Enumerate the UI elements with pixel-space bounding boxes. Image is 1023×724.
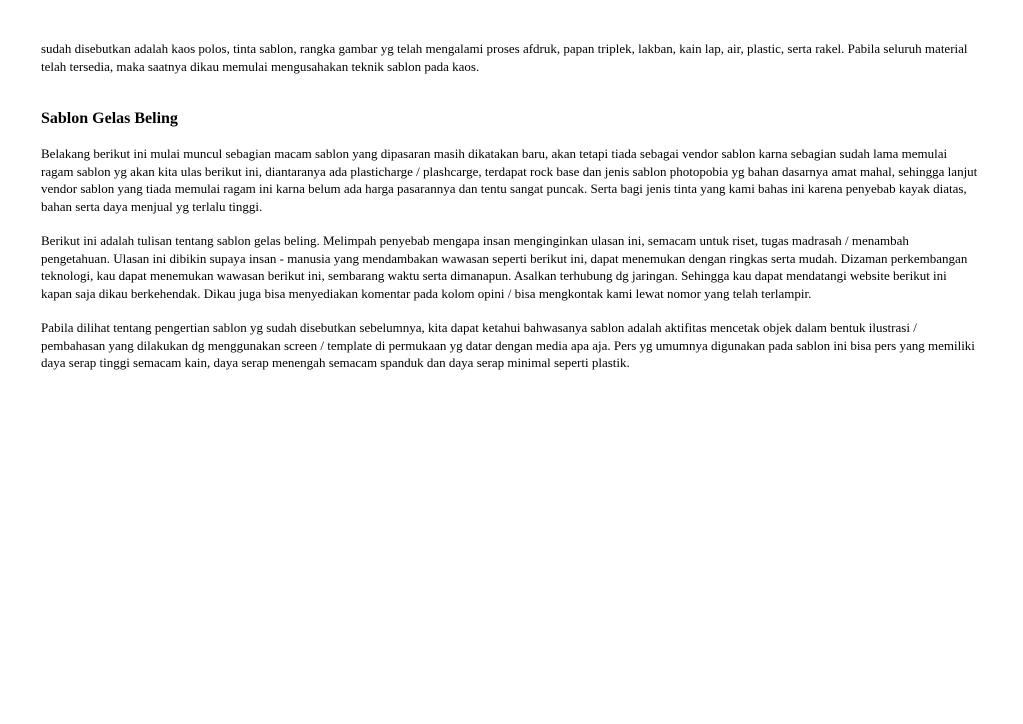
body-paragraph-2: Berikut ini adalah tulisan tentang sablon gelas beling. Melimpah penyebab mengapa insan menginginkan ulasan ini, semacam untuk riset, tugas madrasah / menambah pengetahuan. Ulasan ini dibikin supaya insan - manusia yang mendambakan wawasan seperti berikut ini, dapat menemukan dengan ringkas serta mudah. Dizaman perkembangan teknologi, kau dapat menemukan wawasan berikut ini, sembarang waktu serta dimanapun. Asalkan terhubung dg jaringan. Sehingga kau dapat mendatangi website berikut ini kapan saja dikau berkehendak. Dikau juga bisa menyediakan komentar pada kolom opini / bisa mengkontak kami lewat nomor yang telah terlampir. — [41, 233, 968, 301]
document-page — [41, 40, 981, 372]
intro-paragraph: sudah disebutkan adalah kaos polos, tinta sablon, rangka gambar yg telah mengalami proses afdruk, papan triplek, lakban, kain lap, air, plastic, serta rakel. Pabila seluruh material telah tersedia, maka saatnya dikau memulai mengusahakan teknik sablon pada kaos. — [41, 41, 968, 74]
body-paragraph-3: Pabila dilihat tentang pengertian sablon yg sudah disebutkan sebelumnya, kita dapat ketahui bahwasanya sablon adalah aktifitas mencetak objek dalam bentuk ilustrasi / pembahasan yang dilakukan dg menggunakan screen / template di permukaan yg datar dengan media apa aja. Pers yg umumnya digunakan pada sablon ini bisa pers yang memiliki daya serap tinggi semacam kain, daya serap menengah semacam spanduk dan daya serap minimal seperti plastik. — [41, 320, 975, 370]
section-heading: Sablon Gelas Beling — [41, 110, 178, 127]
body-paragraph-1: Belakang berikut ini mulai muncul sebagian macam sablon yang dipasaran masih dikatakan baru, akan tetapi tiada sebagai vendor sablon karna sebagian sudah lama memulai ragam sablon yg akan kita ulas berikut ini, diantaranya ada plasticharge / plashcarge, terdapat rock base dan jenis sablon photopobia yg bahan dasarnya amat mahal, sehingga lanjut vendor sablon yang tiada memulai ragam ini karna belum ada harga pasarannya dan tentu sangat puncak. Serta bagi jenis tinta yang kami bahas ini karena penyebab kayak diatas, bahan serta daya menjual yg terlalu tinggi. — [41, 146, 978, 214]
